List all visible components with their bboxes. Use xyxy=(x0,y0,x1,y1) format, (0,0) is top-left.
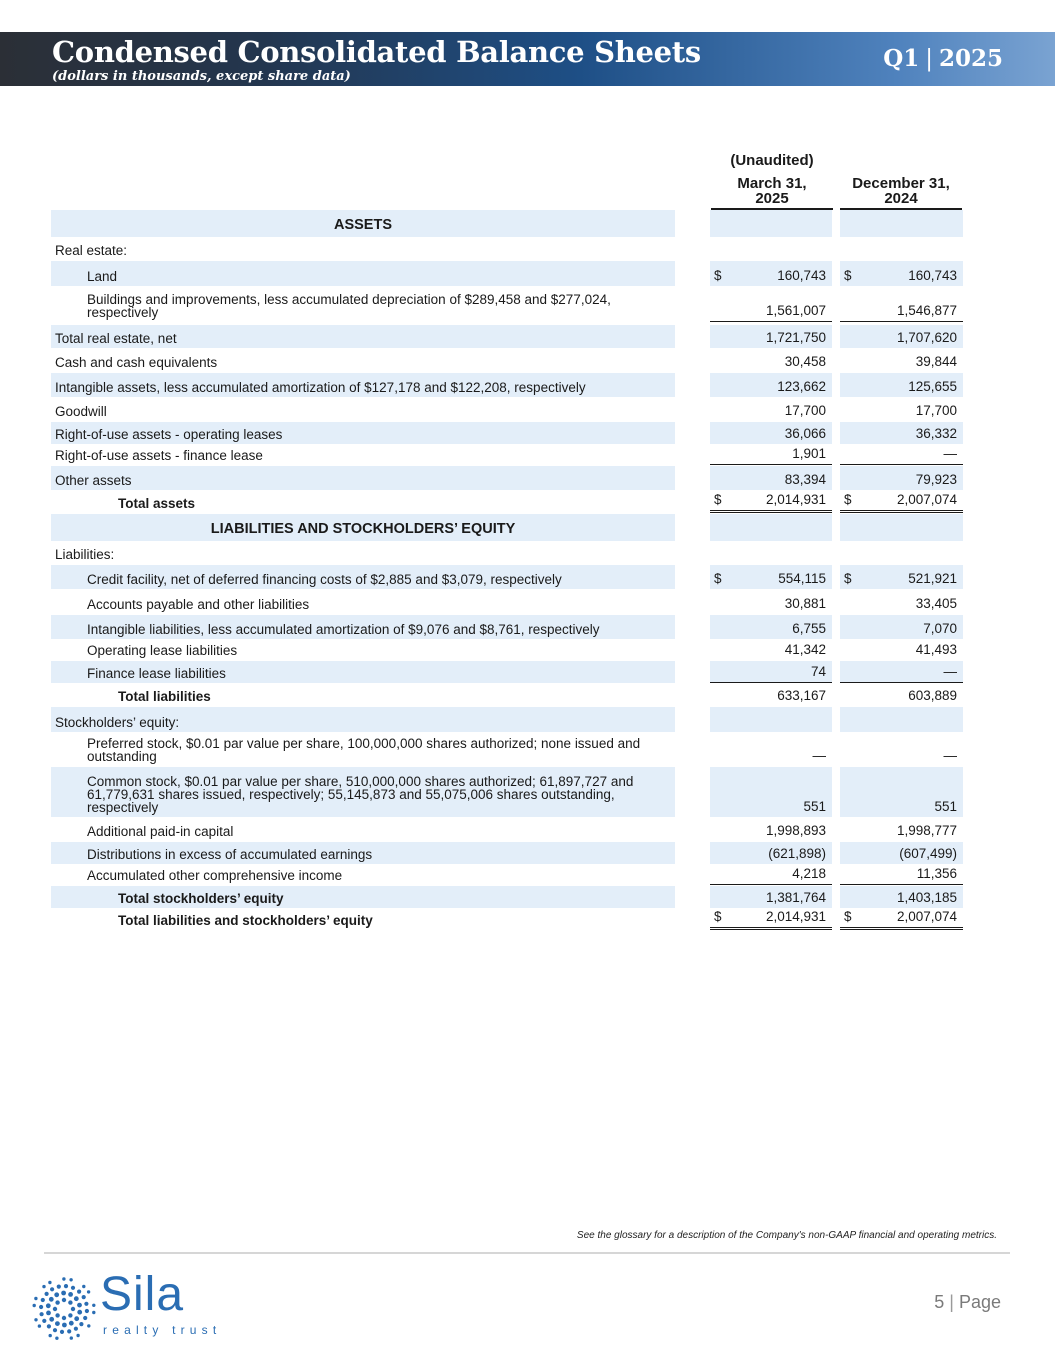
row-label-cell xyxy=(51,325,675,348)
logo-dot xyxy=(45,1292,49,1296)
row-label: LIABILITIES AND STOCKHOLDERS’ EQUITY xyxy=(210,521,516,537)
value-cell-march-2025 xyxy=(710,466,832,490)
currency-symbol: $ xyxy=(714,268,722,283)
row-label: Operating lease liabilities xyxy=(87,643,238,658)
logo-dot xyxy=(42,1285,45,1288)
row-label-cell xyxy=(51,590,675,614)
logo-dot xyxy=(85,1309,89,1313)
col2-line1: December 31, xyxy=(852,175,950,192)
value: 74 xyxy=(810,664,826,679)
row-label: Total stockholders’ equity xyxy=(118,891,284,906)
logo-dot xyxy=(50,1287,54,1291)
value-cell-december-2024 xyxy=(840,865,963,885)
logo-dot xyxy=(53,1307,57,1311)
table-row xyxy=(51,909,963,930)
logo-dot xyxy=(53,1328,57,1332)
value-cell-march-2025 xyxy=(710,491,832,513)
value-cell-december-2024 xyxy=(840,325,963,348)
logo-dot xyxy=(55,1313,59,1317)
row-label: Intangible assets, less accumulated amortization of $127,178 and $122,208, respectively xyxy=(55,380,586,395)
logo-dot xyxy=(83,1316,87,1320)
value: 2,014,931 xyxy=(765,492,826,507)
table-row xyxy=(51,842,963,864)
value-cell-december-2024 xyxy=(840,491,963,513)
logo-dot xyxy=(74,1316,79,1321)
value: 2,014,931 xyxy=(765,909,826,924)
value: 17,700 xyxy=(784,403,826,418)
value: 7,070 xyxy=(923,621,957,636)
value-cell-december-2024 xyxy=(840,661,963,683)
row-label-cell xyxy=(51,661,675,683)
value-cell-march-2025 xyxy=(710,767,832,817)
page-number xyxy=(934,1292,1001,1313)
logo-dot xyxy=(34,1297,37,1300)
value: 41,493 xyxy=(915,642,957,657)
row-label-cell xyxy=(51,210,675,237)
row-label-cell xyxy=(51,707,675,732)
row-label: Liabilities: xyxy=(55,547,115,562)
page-header xyxy=(0,32,1055,86)
logo-dot xyxy=(92,1311,95,1314)
logo-dot xyxy=(34,1318,37,1321)
value: 6,755 xyxy=(792,621,826,636)
logo-dot xyxy=(38,1324,41,1327)
value-cell-march-2025 xyxy=(710,287,832,322)
logo-tagline: realty trust xyxy=(103,1323,222,1337)
logo-dot xyxy=(69,1321,74,1326)
logo-dot xyxy=(54,1292,59,1297)
logo-dot xyxy=(42,1319,46,1323)
section-header-row xyxy=(51,514,963,541)
row-label-cell xyxy=(51,349,675,372)
value: 41,342 xyxy=(784,642,826,657)
logo-dot xyxy=(82,1285,85,1288)
footnote: See the glossary for a description of the Company's non-GAAP financial and operating metrics. xyxy=(576,1230,997,1241)
period-label xyxy=(883,45,1003,72)
value: 33,405 xyxy=(915,596,957,611)
value-cell-march-2025 xyxy=(710,373,832,397)
logo-dot xyxy=(55,1337,58,1340)
table-row xyxy=(51,707,963,732)
value-cell-december-2024 xyxy=(840,707,963,732)
value: 17,700 xyxy=(915,403,957,418)
value-cell-december-2024 xyxy=(840,422,963,444)
currency-symbol: $ xyxy=(714,492,722,507)
logo-dot xyxy=(70,1336,73,1339)
logo-dot xyxy=(49,1317,54,1322)
table-row xyxy=(51,287,963,322)
col1-line2: 2025 xyxy=(755,190,789,207)
value: 1,998,777 xyxy=(896,823,957,838)
row-label-cell xyxy=(51,287,675,322)
currency-symbol: $ xyxy=(714,909,722,924)
value: 1,998,893 xyxy=(765,823,826,838)
currency-symbol: $ xyxy=(844,571,852,586)
logo-wordmark: Sila xyxy=(100,1268,185,1321)
row-label-cell xyxy=(51,909,675,930)
table-row xyxy=(51,238,963,260)
table-row xyxy=(51,661,963,683)
logo-dot xyxy=(62,1277,65,1280)
row-label: Total liabilities and stockholders’ equity xyxy=(118,913,373,928)
value-cell-march-2025 xyxy=(710,445,832,465)
value: 1,901 xyxy=(792,446,826,461)
logo-dot xyxy=(55,1321,60,1326)
value: 160,743 xyxy=(908,268,957,283)
table-row xyxy=(51,398,963,421)
row-label: Right-of-use assets - finance lease xyxy=(55,448,263,463)
value-cell-december-2024 xyxy=(840,542,963,564)
logo-dot xyxy=(69,1278,72,1281)
row-label: Accounts payable and other liabilities xyxy=(87,597,310,612)
logo-dot xyxy=(71,1286,75,1290)
currency-symbol: $ xyxy=(844,909,852,924)
value: 11,356 xyxy=(916,866,957,881)
value-cell-december-2024 xyxy=(840,684,963,706)
page-subtitle: (dollars in thousands, except share data) xyxy=(52,69,351,84)
value: — xyxy=(812,748,826,763)
logo-dot xyxy=(62,1298,66,1302)
logo-dot xyxy=(76,1334,79,1337)
row-label-cell xyxy=(51,238,675,260)
logo-dot xyxy=(77,1303,82,1308)
value: 551 xyxy=(803,799,826,814)
row-label: Accumulated other comprehensive income xyxy=(87,868,343,883)
table-row xyxy=(51,373,963,397)
row-label: Right-of-use assets - operating leases xyxy=(55,427,283,442)
table-row xyxy=(51,818,963,841)
value: 1,721,750 xyxy=(765,330,826,345)
value: 36,066 xyxy=(784,426,826,441)
col2-line2: 2024 xyxy=(884,190,918,207)
row-label-cell xyxy=(51,373,675,397)
row-label: Stockholders’ equity: xyxy=(55,715,180,730)
table-row xyxy=(51,445,963,465)
logo-dot xyxy=(71,1307,75,1311)
row-label-cell xyxy=(51,445,675,465)
logo-dot xyxy=(60,1330,64,1334)
value-cell-december-2024 xyxy=(840,615,963,639)
table-row xyxy=(51,491,963,513)
row-label-cell xyxy=(51,261,675,286)
quarter-label: Q1 xyxy=(883,45,920,72)
value-cell-december-2024 xyxy=(840,210,963,237)
value-cell-december-2024 xyxy=(840,287,963,322)
logo-dot xyxy=(74,1296,79,1301)
row-label: Total assets xyxy=(118,496,196,511)
row-label: ASSETS xyxy=(333,217,392,233)
table-row xyxy=(51,615,963,639)
row-label: Distributions in excess of accumulated earnings xyxy=(87,847,373,862)
logo-dot xyxy=(33,1304,36,1307)
logo-dot xyxy=(68,1292,73,1297)
value: 521,921 xyxy=(908,571,957,586)
value-cell-march-2025 xyxy=(710,707,832,732)
logo-dot xyxy=(68,1300,72,1304)
row-label-cell xyxy=(51,615,675,639)
value: 603,889 xyxy=(908,688,957,703)
logo-dot xyxy=(39,1305,43,1309)
row-label: Cash and cash equivalents xyxy=(55,355,218,370)
value-cell-march-2025 xyxy=(710,733,832,766)
row-label-cell xyxy=(51,398,675,421)
value: 79,923 xyxy=(915,472,957,487)
value: 1,561,007 xyxy=(765,303,826,318)
logo-dot xyxy=(67,1329,71,1333)
value-cell-december-2024 xyxy=(840,238,963,260)
table-row xyxy=(51,733,963,766)
currency-symbol: $ xyxy=(844,492,852,507)
value-cell-march-2025 xyxy=(710,842,832,864)
value: 125,655 xyxy=(908,379,957,394)
value: — xyxy=(943,664,957,679)
value-cell-december-2024 xyxy=(840,373,963,397)
row-label-cell xyxy=(51,865,675,885)
row-label: Total real estate, net xyxy=(55,331,177,346)
value-cell-march-2025 xyxy=(710,615,832,639)
table-row xyxy=(51,565,963,589)
value-cell-december-2024 xyxy=(840,261,963,286)
table-row xyxy=(51,542,963,564)
value-cell-march-2025 xyxy=(710,261,832,286)
value-cell-december-2024 xyxy=(840,514,963,541)
logo-dot xyxy=(87,1324,90,1327)
value-cell-march-2025 xyxy=(710,238,832,260)
value: 633,167 xyxy=(777,688,826,703)
value-cell-march-2025 xyxy=(710,422,832,444)
logo-dot xyxy=(46,1303,51,1308)
row-label-cell xyxy=(51,886,675,908)
value: 30,458 xyxy=(784,354,826,369)
year-label: 2025 xyxy=(938,45,1003,72)
value: 1,707,620 xyxy=(896,330,957,345)
row-label: Buildings and improvements, less accumulated depreciation of $289,458 and $277,024, respectively xyxy=(87,292,611,320)
value-cell-december-2024 xyxy=(840,909,963,930)
page-separator: | xyxy=(949,1292,954,1312)
logo-dot xyxy=(46,1311,51,1316)
value: — xyxy=(943,748,957,763)
row-label: Land xyxy=(87,269,118,284)
section-header-row xyxy=(51,210,963,237)
value: 554,115 xyxy=(778,571,826,586)
logo-dot xyxy=(49,1297,54,1302)
value: 30,881 xyxy=(784,596,826,611)
logo-dot xyxy=(64,1284,68,1288)
logo-dot xyxy=(87,1290,90,1293)
value-cell-march-2025 xyxy=(710,640,832,660)
table-row xyxy=(51,261,963,286)
value-cell-december-2024 xyxy=(840,767,963,817)
logo-dot xyxy=(55,1300,59,1304)
logo-dot xyxy=(40,1312,44,1316)
row-label: Total liabilities xyxy=(118,689,211,704)
table-row xyxy=(51,640,963,660)
value: 2,007,074 xyxy=(896,492,957,507)
value: 1,546,877 xyxy=(896,303,957,318)
value-cell-december-2024 xyxy=(840,466,963,490)
logo-dot xyxy=(41,1298,45,1302)
row-label: Finance lease liabilities xyxy=(87,666,226,681)
row-label-cell xyxy=(51,818,675,841)
value-cell-december-2024 xyxy=(840,445,963,465)
value: (621,898) xyxy=(768,846,826,861)
logo-dot xyxy=(79,1322,83,1326)
table-row xyxy=(51,865,963,885)
table-row xyxy=(51,325,963,348)
row-label: Goodwill xyxy=(55,404,107,419)
logo-dot xyxy=(77,1310,82,1315)
value: 1,403,185 xyxy=(896,890,957,905)
logo-dot xyxy=(48,1281,51,1284)
value-cell-march-2025 xyxy=(710,542,832,564)
footer-divider xyxy=(44,1252,1010,1254)
value: 551 xyxy=(934,799,957,814)
currency-symbol: $ xyxy=(844,268,852,283)
value-cell-december-2024 xyxy=(840,349,963,372)
row-label: Credit facility, net of deferred financing costs of $2,885 and $3,079, respectively xyxy=(87,572,562,587)
row-label-cell xyxy=(51,565,675,589)
value: 83,394 xyxy=(784,472,826,487)
value-cell-december-2024 xyxy=(840,886,963,908)
value: 4,218 xyxy=(792,866,826,881)
row-label-cell xyxy=(51,491,675,513)
row-label: Common stock, $0.01 par value per share, 510,000,000 shares authorized; 61,897,727 and 61,779,631 shares issued, respectively; 55,145,873 and 55,075,006 shares outstanding, respectively xyxy=(87,774,634,815)
row-label-cell xyxy=(51,684,675,706)
logo-dot xyxy=(74,1327,78,1331)
value-cell-march-2025 xyxy=(710,684,832,706)
row-label-cell xyxy=(51,466,675,490)
logo-dot xyxy=(57,1285,61,1289)
value-cell-march-2025 xyxy=(710,210,832,237)
row-label-cell xyxy=(51,422,675,444)
row-label: Additional paid-in capital xyxy=(87,824,234,839)
value: 123,662 xyxy=(777,379,826,394)
value-cell-december-2024 xyxy=(840,565,963,589)
row-label: Real estate: xyxy=(55,243,128,258)
value-cell-march-2025 xyxy=(710,565,832,589)
value-cell-march-2025 xyxy=(710,514,832,541)
table-row xyxy=(51,422,963,444)
row-label-cell xyxy=(51,514,675,541)
value-cell-march-2025 xyxy=(710,661,832,683)
value: (607,499) xyxy=(899,846,957,861)
row-label-cell xyxy=(51,733,675,766)
col1-line1: March 31, xyxy=(737,175,807,192)
logo-dot xyxy=(49,1334,52,1337)
page-title: Condensed Consolidated Balance Sheets xyxy=(52,35,701,69)
row-label: Other assets xyxy=(55,473,132,488)
logo-dot xyxy=(61,1291,66,1296)
col-header-march-2025 xyxy=(711,176,833,206)
row-label-cell xyxy=(51,842,675,864)
value-cell-march-2025 xyxy=(710,398,832,421)
value: — xyxy=(943,446,957,461)
table-row xyxy=(51,767,963,817)
value-cell-march-2025 xyxy=(710,325,832,348)
value-cell-march-2025 xyxy=(710,349,832,372)
page-number-value: 5 xyxy=(934,1292,945,1312)
value-cell-december-2024 xyxy=(840,590,963,614)
value-cell-march-2025 xyxy=(710,818,832,841)
table-row xyxy=(51,349,963,372)
value-cell-march-2025 xyxy=(710,886,832,908)
row-label: Intangible liabilities, less accumulated amortization of $9,076 and $8,761, respectively xyxy=(87,622,600,637)
value-cell-december-2024 xyxy=(840,842,963,864)
page-label: Page xyxy=(958,1292,1001,1312)
table-row xyxy=(51,590,963,614)
logo-dot xyxy=(62,1323,67,1328)
value: 36,332 xyxy=(915,426,957,441)
logo-dot xyxy=(92,1304,95,1307)
table-row xyxy=(51,466,963,490)
row-label-cell xyxy=(51,542,675,564)
logo-dot xyxy=(47,1324,51,1328)
value: 1,381,764 xyxy=(765,890,826,905)
value-cell-december-2024 xyxy=(840,640,963,660)
logo-dot xyxy=(68,1313,72,1317)
value: 2,007,074 xyxy=(896,909,957,924)
row-label: Preferred stock, $0.01 par value per share, 100,000,000 shares authorized; none issued and outstanding xyxy=(87,736,641,764)
value-cell-december-2024 xyxy=(840,398,963,421)
value: 39,844 xyxy=(915,354,957,369)
logo-dot xyxy=(62,1316,66,1320)
currency-symbol: $ xyxy=(714,571,722,586)
value: 160,743 xyxy=(777,268,826,283)
value-cell-march-2025 xyxy=(710,909,832,930)
period-separator: | xyxy=(925,46,933,72)
unaudited-label: (Unaudited) xyxy=(730,152,814,169)
value-cell-march-2025 xyxy=(710,865,832,885)
row-label-cell xyxy=(51,640,675,660)
value-cell-december-2024 xyxy=(840,818,963,841)
value-cell-december-2024 xyxy=(840,733,963,766)
logo-dot xyxy=(77,1290,81,1294)
table-row xyxy=(51,886,963,908)
value-cell-march-2025 xyxy=(710,590,832,614)
logo-dot xyxy=(84,1302,88,1306)
table-row xyxy=(51,684,963,706)
logo-dot xyxy=(82,1295,86,1299)
row-label-cell xyxy=(51,767,675,817)
col-header-december-2024 xyxy=(840,176,962,206)
